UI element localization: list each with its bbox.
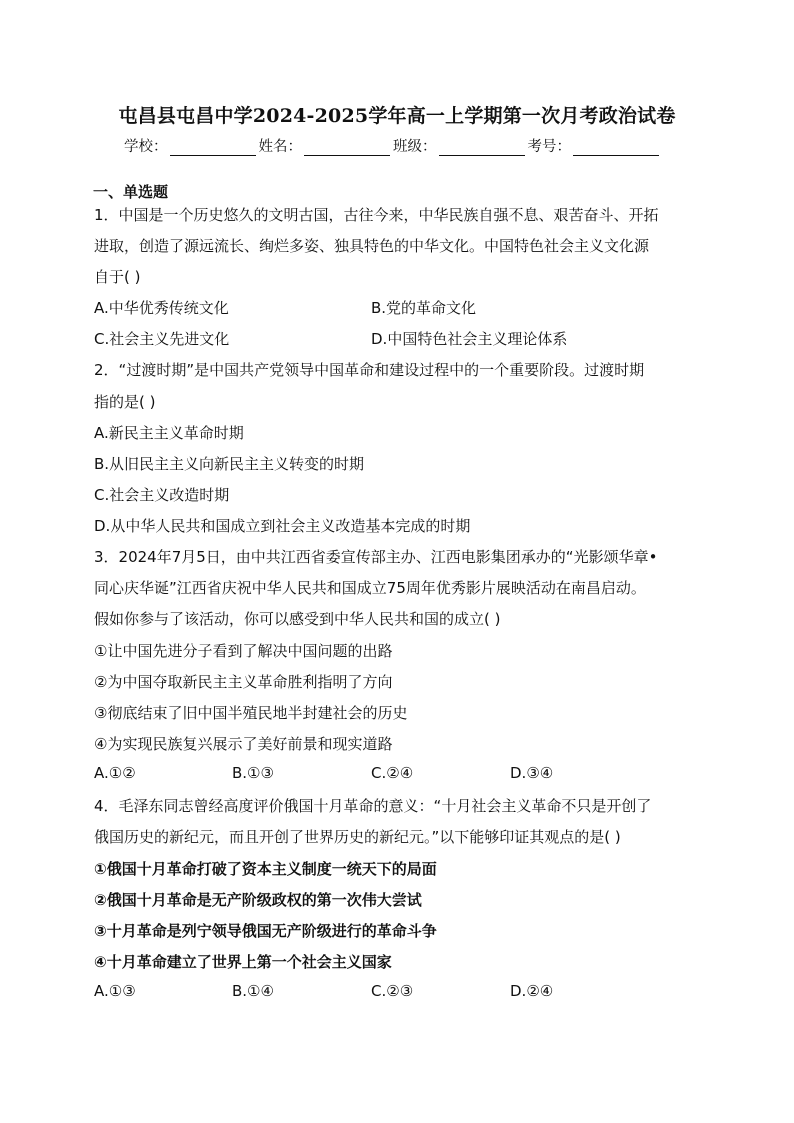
q1-option-b[interactable]: B.党的革命文化	[371, 299, 477, 317]
q1-option-a[interactable]: A.中华优秀传统文化	[94, 299, 229, 317]
q4-stem-line-2: 俄国历史的新纪元，而且开创了世界历史的新纪元。”以下能够印证其观点的是( )	[94, 828, 621, 846]
class-label: 班级：	[393, 139, 437, 155]
q2-option-d[interactable]: D.从中华人民共和国成立到社会主义改造基本完成的时期	[94, 517, 471, 535]
q3-stem-line-2: 同心庆华诞”江西省庆祝中华人民共和国成立75周年优秀影片展映活动在南昌启动。	[94, 579, 646, 597]
q4-item-1: ①俄国十月革命打破了资本主义制度一统天下的局面	[94, 860, 437, 878]
q3-option-a[interactable]: A.①②	[94, 764, 136, 782]
q1-stem-line-1: 1．中国是一个历史悠久的文明古国，古往今来，中华民族自强不息、艰苦奋斗、开拓	[94, 206, 659, 224]
q2-stem-line-2: 指的是( )	[94, 393, 156, 411]
q4-stem-line-1: 4．毛泽东同志曾经高度评价俄国十月革命的意义：“十月社会主义革命不只是开创了	[94, 797, 652, 815]
q3-option-c[interactable]: C.②④	[371, 764, 414, 782]
q4-item-2: ②俄国十月革命是无产阶级政权的第一次伟大尝试	[94, 891, 422, 909]
q4-option-d[interactable]: D.②④	[510, 982, 554, 1000]
class-blank[interactable]	[439, 139, 525, 156]
exam-title: 屯昌县屯昌中学2024-2025学年高一上学期第一次月考政治试卷	[118, 105, 676, 127]
name-blank[interactable]	[304, 139, 390, 156]
q4-item-3: ③十月革命是列宁领导俄国无产阶级进行的革命斗争	[94, 922, 437, 940]
q3-item-4: ④为实现民族复兴展示了美好前景和现实道路	[94, 735, 393, 753]
q4-option-c[interactable]: C.②③	[371, 982, 414, 1000]
student-info-line	[124, 135, 662, 156]
q3-option-d[interactable]: D.③④	[510, 764, 554, 782]
q3-option-b[interactable]: B.①③	[232, 764, 274, 782]
q3-item-3: ③彻底结束了旧中国半殖民地半封建社会的历史	[94, 704, 408, 722]
exam-number-label: 考号：	[527, 139, 571, 155]
q3-item-1: ①让中国先进分子看到了解决中国问题的出路	[94, 642, 393, 660]
q3-item-2: ②为中国夺取新民主主义革命胜利指明了方向	[94, 673, 393, 691]
section-heading: 一、单选题	[93, 183, 169, 201]
q2-option-c[interactable]: C.社会主义改造时期	[94, 486, 230, 504]
q1-option-d[interactable]: D.中国特色社会主义理论体系	[371, 330, 568, 348]
q2-option-b[interactable]: B.从旧民主主义向新民主主义转变的时期	[94, 455, 365, 473]
q4-item-4: ④十月革命建立了世界上第一个社会主义国家	[94, 953, 392, 971]
exam-number-blank[interactable]	[573, 139, 659, 156]
q4-option-b[interactable]: B.①④	[232, 982, 274, 1000]
q4-option-a[interactable]: A.①③	[94, 982, 136, 1000]
q1-stem-line-2: 进取，创造了源远流长、绚烂多姿、独具特色的中华文化。中国特色社会主义文化源	[94, 237, 650, 255]
q3-stem-line-1: 3．2024年7月5日，由中共江西省委宣传部主办、江西电影集团承办的“光影颂华章•	[94, 548, 658, 566]
name-label: 姓名：	[258, 139, 302, 155]
q2-stem-line-1: 2．“过渡时期”是中国共产党领导中国革命和建设过程中的一个重要阶段。过渡时期	[94, 361, 645, 379]
q1-stem-line-3: 自于( )	[94, 268, 141, 286]
q1-option-c[interactable]: C.社会主义先进文化	[94, 330, 230, 348]
q3-stem-line-3: 假如你参与了该活动，你可以感受到中华人民共和国的成立( )	[94, 610, 501, 628]
school-label: 学校：	[124, 139, 168, 155]
school-blank[interactable]	[170, 139, 256, 156]
q2-option-a[interactable]: A.新民主主义革命时期	[94, 424, 244, 442]
